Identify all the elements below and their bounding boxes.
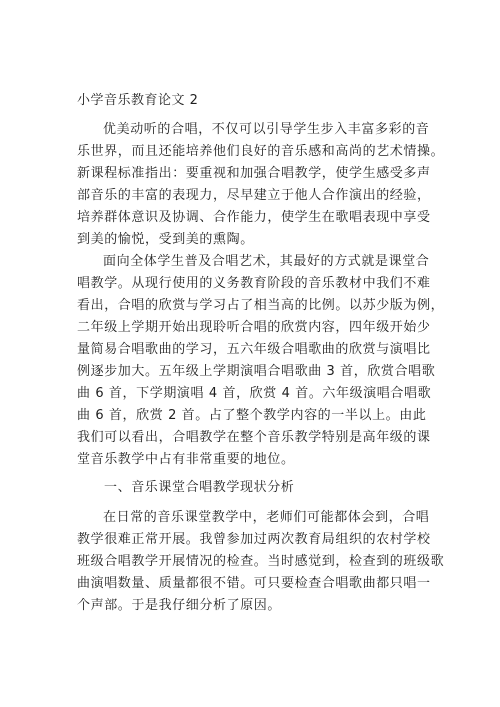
paragraph-2-line-9: 我们可以看出，合唱教学在整个音乐教学特别是高年级的课 (77, 430, 431, 445)
paragraph-1-line-6: 到美的愉悦，受到美的熏陶。 (77, 232, 254, 247)
paragraph-1-line-4: 部音乐的丰富的表现力，尽早建立于他人合作演出的经验， (77, 188, 431, 203)
paragraph-1-line-3: 新课程标准指出：要重视和加强合唱教学，使学生感受多声 (77, 166, 431, 181)
paragraph-1-line-5: 培养群体意识及协调、合作能力，使学生在歌唱表现中享受 (77, 210, 431, 225)
paragraph-2-line-1: 面向全体学生普及合唱艺术，其最好的方式就是课堂合 (103, 254, 430, 269)
paragraph-2-line-7: 曲 6 首，下学期演唱 4 首，欣赏 4 首。六年级演唱合唱歌 (77, 386, 432, 401)
paragraph-2-line-10: 堂音乐教学中占有非常重要的地位。 (77, 452, 295, 467)
paragraph-2-line-6: 例逐步加大。五年级上学期演唱合唱歌曲 3 首，欣赏合唱歌 (77, 364, 436, 379)
paragraph-3-line-3: 班级合唱教学开展情况的检查。当时感觉到，检查到的班级歌 (77, 554, 445, 569)
paragraph-2-line-8: 曲 6 首，欣赏 2 首。占了整个教学内容的一半以上。由此 (77, 408, 427, 423)
paragraph-1-line-1: 优美动听的合唱，不仅可以引导学生步入丰富多彩的音 (103, 122, 430, 137)
paragraph-3-line-5: 个声部。于是我仔细分析了原因。 (77, 598, 282, 613)
paragraph-3-line-2: 教学很难正常开展。我曾参加过两次教育局组织的农村学校 (77, 532, 431, 547)
paragraph-2-line-3: 看出，合唱的欣赏与学习占了相当高的比例。以苏少版为例， (77, 298, 445, 313)
paragraph-2-line-2: 唱教学。从现行使用的义务教育阶段的音乐教材中我们不难 (77, 276, 431, 291)
paragraph-1-line-2: 乐世界，而且还能培养他们良好的音乐感和高尚的艺术情操。 (77, 144, 445, 159)
paragraph-3-line-1: 在日常的音乐课堂教学中，老师们可能都体会到，合唱 (103, 510, 430, 525)
paragraph-2-line-4: 二年级上学期开始出现聆听合唱的欣赏内容，四年级开始少 (77, 320, 431, 335)
paragraph-3-line-4: 曲演唱数量、质量都很不错。可只要检查合唱歌曲都只唱一 (77, 576, 431, 591)
document-title: 小学音乐教育论文 2 (77, 93, 199, 108)
section-heading: 一、音乐课堂合唱教学现状分析 (104, 480, 295, 495)
paragraph-2-line-5: 量简易合唱歌曲的学习，五六年级合唱歌曲的欣赏与演唱比 (77, 342, 431, 357)
